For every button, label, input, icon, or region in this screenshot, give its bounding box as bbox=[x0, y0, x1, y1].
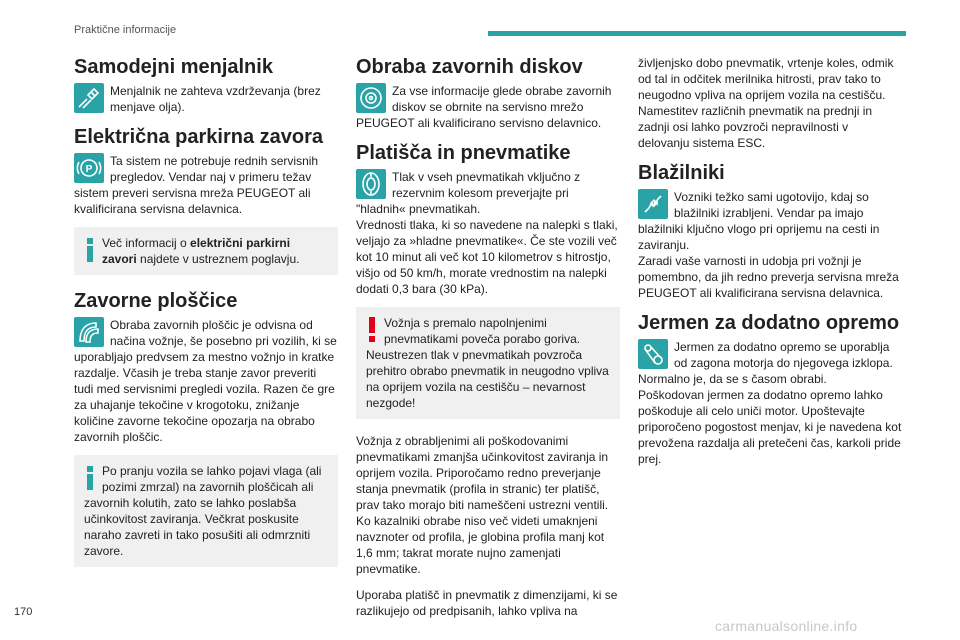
heading-electric-parking-brake: Električna parkirna zavora bbox=[74, 126, 324, 148]
section-parking-brake bbox=[74, 153, 338, 217]
paragraph: Vozniki težko sami ugotovijo, kdaj so blažilniki izrabljeni. Vendar pa imajo blažilniki ključno vlogo pri oprijemu na cesti in zaviranju. bbox=[638, 190, 880, 252]
section-accessory-belt bbox=[638, 339, 902, 467]
paragraph: življenjsko dobo pnevmatik, vrtenje koles, odmik od tal in odčitek merilnika hitrosti, prav tako to neugodno vpliva na oprijem vozila na cestišču. Namestitev različnih pnevmatik na prednji in zadnji osi lahko povzroči nepravilnosti v delovanju sistema ESC. bbox=[638, 56, 894, 150]
section-wheels-tyres bbox=[356, 169, 620, 297]
paragraph: Vožnja z obrabljenimi ali poškodovanimi pnevmatikami zmanjša učinkovitost zaviranja in oprijem vozila. Priporočamo redno preverjanje stanja pnevmatik (profila in stranic) ter platišč, prav tako morajo biti nameščeni ustrezni ventili. Ko kazalniki obrabe niso več videti umaknjeni navznoter od profila, je globina profila manj kot 1,6 mm; takrat morate nujno zamenjati pnevmatike. bbox=[356, 434, 609, 576]
info-icon bbox=[84, 463, 96, 491]
warning-text: Vožnja s premalo napolnjenimi pnevmatikami poveča porabo goriva. Neustrezen tlak v pnevmatikah povzroča prehitro obrabo pnevmatik in neugodno vpliva na oprijem vozila na cestišču – nevarnost nezgode! bbox=[366, 316, 609, 410]
paragraph: Poškodovan jermen za dodatno opremo lahko poškoduje ali celo uniči motor. Upoštevajte priporočeno pogostost menjav, ki je navedena kot prevožena razdalja ali pretečeni čas, karkoli pride prej. bbox=[638, 388, 902, 466]
note-text-post: najdete v ustreznem poglavju. bbox=[136, 252, 300, 266]
heading-automatic-gearbox: Samodejni menjalnik bbox=[74, 56, 273, 78]
section-brake-pads bbox=[74, 317, 338, 445]
page-number: 170 bbox=[14, 606, 33, 618]
shock-absorber-icon bbox=[638, 189, 668, 219]
paragraph: Ta sistem ne potrebuje rednih servisnih pregledov. Vendar naj v primeru težav sistem preveri servisna mreža PEUGEOT ali kvalificirana servisna delavnica. bbox=[74, 154, 319, 216]
section-shock-absorbers bbox=[638, 189, 902, 301]
note-text-bold: električni parkirni zavori bbox=[102, 236, 291, 266]
paragraph: Za vse informacije glede obrabe zavornih diskov se obrnite na servisno mrežo PEUGEOT ali kvalificirano servisno delavnico. bbox=[356, 84, 612, 130]
info-note bbox=[74, 455, 338, 567]
paragraph: Obraba zavornih ploščic je odvisna od načina vožnje, še posebno pri vozilih, ki se uporabljajo predvsem za mestno vožnjo in kratke razdalje. Včasih je treba stanje zavor preveriti tudi med servisnimi pregledi vozila. Razen če gre za uhajanje tekočine v krogotoku, znižanje količine zavorne tekočine opozarja na obrabo zavornih ploščic. bbox=[74, 318, 337, 444]
column-3 bbox=[638, 55, 902, 477]
column-1 bbox=[74, 55, 338, 581]
warning-icon bbox=[366, 315, 378, 343]
accessory-belt-icon bbox=[638, 339, 668, 369]
section-automatic-gearbox bbox=[74, 83, 338, 115]
note-text-pre: Več informacij o bbox=[102, 236, 191, 250]
section-brake-discs bbox=[356, 83, 620, 131]
paragraph: Tlak v vseh pnevmatikah vključno z rezervnim kolesom preverjajte pri "hladnih« pnevmatikah. bbox=[356, 170, 581, 216]
heading-brake-discs: Obraba zavornih diskov bbox=[356, 56, 583, 78]
paragraph: Zaradi vaše varnosti in udobja pri vožnji je pomembno, da jih redno preverja servisna mreža PEUGEOT ali kvalificirana servisna delavnica. bbox=[638, 254, 899, 300]
info-icon bbox=[84, 235, 96, 263]
warning-note bbox=[356, 307, 620, 419]
header-accent-bar bbox=[488, 31, 906, 36]
heading-accessory-belt: Jermen za dodatno opremo bbox=[638, 312, 900, 334]
column-2 bbox=[356, 55, 620, 629]
paragraph: Uporaba platišč in pnevmatik z dimenzijami, ki se razlikujejo od predpisanih, lahko vpliva na bbox=[356, 588, 618, 618]
svg-text:P: P bbox=[85, 164, 93, 175]
paragraph: Jermen za dodatno opremo se uporablja od zagona motorja do njegovega izklopa. Normalno je, da se s časom obrabi. bbox=[638, 340, 893, 386]
heading-wheels-tyres: Platišča in pnevmatike bbox=[356, 142, 571, 164]
note-text: Po pranju vozila se lahko pojavi vlaga (ali pozimi zmrzal) na zavornih ploščicah ali zavornih kolutih, zato se lahko poslabša učinkovitost zaviranja. Večkrat poskusite naraho zavreti in tako posušiti ali odmrzniti zavore. bbox=[84, 464, 322, 558]
watermark: carmanualsonline.info bbox=[715, 618, 858, 634]
brake-disc-icon bbox=[356, 83, 386, 113]
parking-brake-icon bbox=[74, 153, 104, 183]
paragraph: Vrednosti tlaka, ki so navedene na nalepki s tlaki, veljajo za »hladne pnevmatike«. Če ste vozili več kot 10 minut ali več kot 10 kilometrov s hitrostjo, višjo od 50 km/h, morate vrednostim na nalepki dodati 0,3 bara (30 kPa). bbox=[356, 218, 618, 296]
info-note bbox=[74, 227, 338, 275]
wheel-tyre-icon bbox=[356, 169, 386, 199]
heading-shock-absorbers: Blažilniki bbox=[638, 162, 725, 184]
gearbox-icon bbox=[74, 83, 104, 113]
running-header: Praktične informacije bbox=[74, 24, 177, 36]
paragraph: Menjalnik ne zahteva vzdrževanja (brez menjave olja). bbox=[110, 84, 321, 114]
brake-pads-icon bbox=[74, 317, 104, 347]
heading-brake-pads: Zavorne ploščice bbox=[74, 290, 238, 312]
